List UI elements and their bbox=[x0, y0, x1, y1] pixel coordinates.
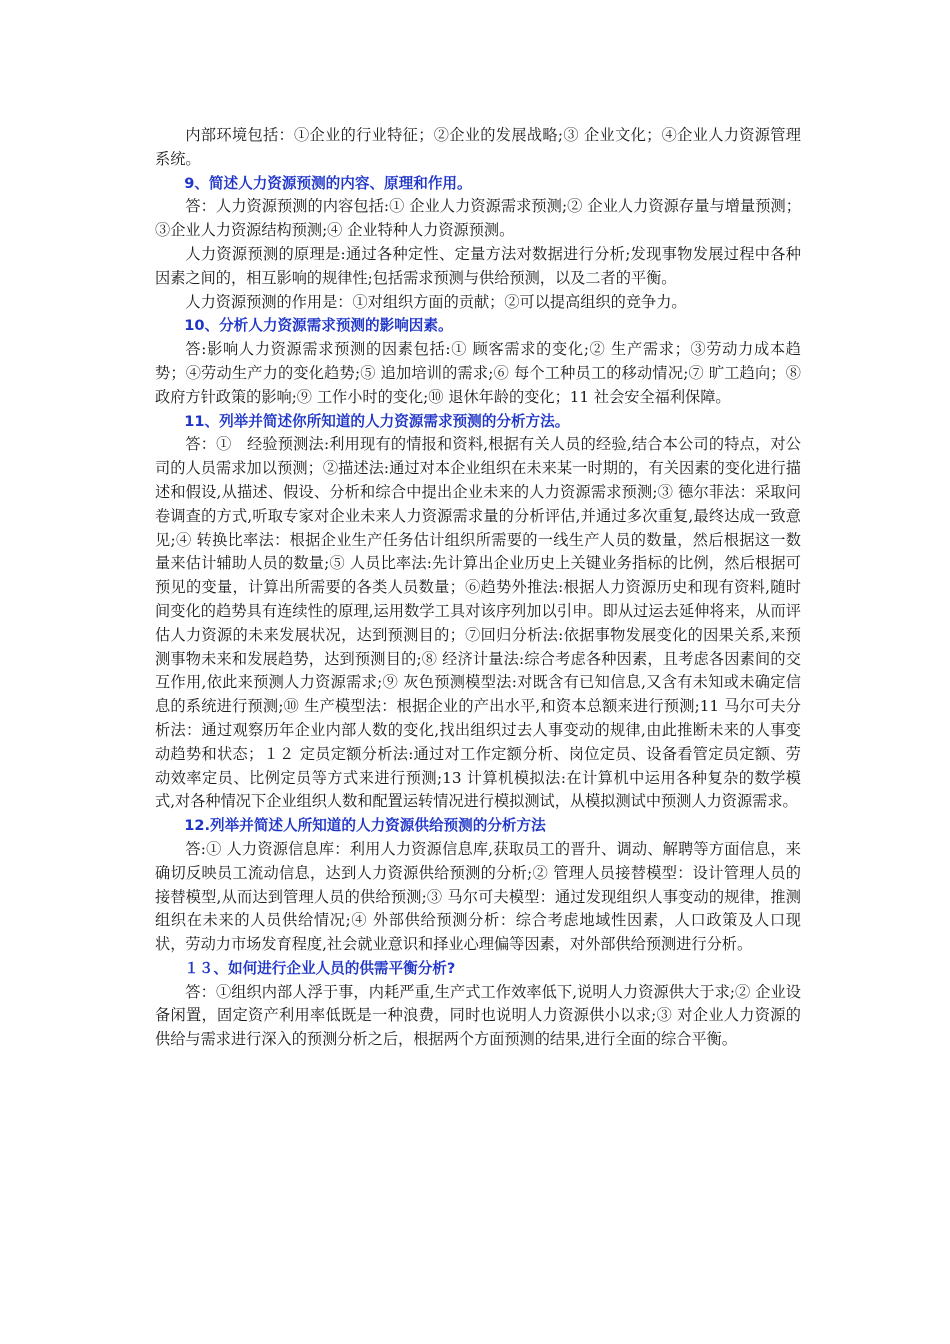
paragraph-demand-methods: 答：① 经验预测法:利用现有的情报和资料,根据有关人员的经验,结合本公司的特点，对公司的人员需求加以预测；②描述法:通过对本企业组织在未来某一时期的，有关因素的变化进行描述和假设,从描述、假设、分析和综合中提出企业未来的人力资源需求预测;③ 德尔菲法：采取问卷调查的方式,听取专家对企业未来人力资源需求量的分析评估,并通过多次重复,最终达成一致意见;④ 转换比率法：根据企业生产任务估计组织所需要的一线生产人员的数量，然后根据这一数量来估计辅助人员的数量;⑤ 人员比率法:先计算出企业历史上关键业务指标的比例，然后根据可预见的变量，计算出所需要的各类人员数量；⑥趋势外推法:根据人力资源历史和现有资料,随时间变化的趋势具有连续性的原理,运用数学工具对该序列加以引申。即从过运去延伸将来，从而评估人力资源的未来发展状况，达到预测目的；⑦回归分析法:依据事物发展变化的因果关系,来预测事物未来和发展趋势，达到预测目的;⑧ 经济计量法:综合考虑各种因素，且考虑各因素间的交互作用,依此来预测人力资源需求;⑨ 灰色预测模型法:对既含有已知信息,又含有未知或未确定信息的系统进行预测;⑩ 生产模型法：根据企业的产出水平,和资本总额来进行预测;11 马尔可夫分析法：通过观察历年企业内部人数的变化,找出组织过去人事变动的规律,由此推断未来的人事变动趋势和状态；１２ 定员定额分析法:通过对工作定额分析、岗位定员、设备看管定员定额、劳动效率定员、比例定员等方式来进行预测;13 计算机模拟法:在计算机中运用各种复杂的数学模式,对各种情况下企业组织人数和配置运转情况进行模拟测试，从模拟测试中预测人力资源需求。 bbox=[155, 435, 801, 811]
heading-question-13: １３、如何进行企业人员的供需平衡分析? bbox=[184, 959, 456, 977]
heading-question-9: 9、简述人力资源预测的内容、原理和作用。 bbox=[184, 174, 472, 192]
heading-question-11: 11、列举并简述你所知道的人力资源需求预测的分析方法。 bbox=[184, 412, 570, 430]
heading-question-10: 10、分析人力资源需求预测的影响因素。 bbox=[184, 317, 453, 335]
heading-question-12: 12.列举并简述人所知道的人力资源供给预测的分析方法 bbox=[184, 817, 546, 835]
paragraph-forecast-function: 人力资源预测的作用是：①对组织方面的贡献；②可以提高组织的竞争力。 bbox=[185, 292, 687, 311]
document-page bbox=[155, 124, 801, 1052]
paragraph-demand-factors: 答:影响人力资源需求预测的因素包括:① 顾客需求的变化;② 生产需求；③劳动力成本趋势；④劳动生产力的变化趋势;⑤ 追加培训的需求;⑥ 每个工种员工的移动情况;⑦ 旷工趋向；⑧政府方针政策的影响;⑨ 工作小时的变化;⑩ 退休年龄的变化；11 社会安全福利保障。 bbox=[155, 340, 801, 406]
paragraph-internal-environment: 内部环境包括：①企业的行业特征；②企业的发展战略;③ 企业文化；④企业人力资源管理系统。 bbox=[155, 126, 801, 168]
paragraph-forecast-content: 答：人力资源预测的内容包括:① 企业人力资源需求预测;② 企业人力资源存量与增量预测；③企业人力资源结构预测;④ 企业特种人力资源预测。 bbox=[155, 197, 801, 240]
paragraph-balance-analysis: 答：①组织内部人浮于事，内耗严重,生产式工作效率低下,说明人力资源供大于求;② 企业设备闲置，固定资产利用率低既是一种浪费，同时也说明人力资源供小以求;③ 对企业人力资源的供给与需求进行深入的预测分析之后，根据两个方面预测的结果,进行全面的综合平衡。 bbox=[155, 982, 801, 1049]
paragraph-forecast-principle: 人力资源预测的原理是:通过各种定性、定量方法对数据进行分析;发现事物发展过程中各种因素之间的，相互影响的规律性;包括需求预测与供给预测，以及二者的平衡。 bbox=[155, 244, 801, 287]
paragraph-supply-methods: 答:① 人力资源信息库：利用人力资源信息库,获取员工的晋升、调动、解聘等方面信息，来确切反映员工流动信息，达到人力资源供给预测的分析;② 管理人员接替模型：设计管理人员的接替模型,从而达到管理人员的供给预测;③ 马尔可夫模型：通过发现组织人事变动的规律，推测组织在未来的人员供给情况;④ 外部供给预测分析：综合考虑地域性因素，人口政策及人口现状，劳动力市场发育程度,社会就业意识和择业心理偏等因素，对外部供给预测进行分析。 bbox=[155, 839, 801, 954]
